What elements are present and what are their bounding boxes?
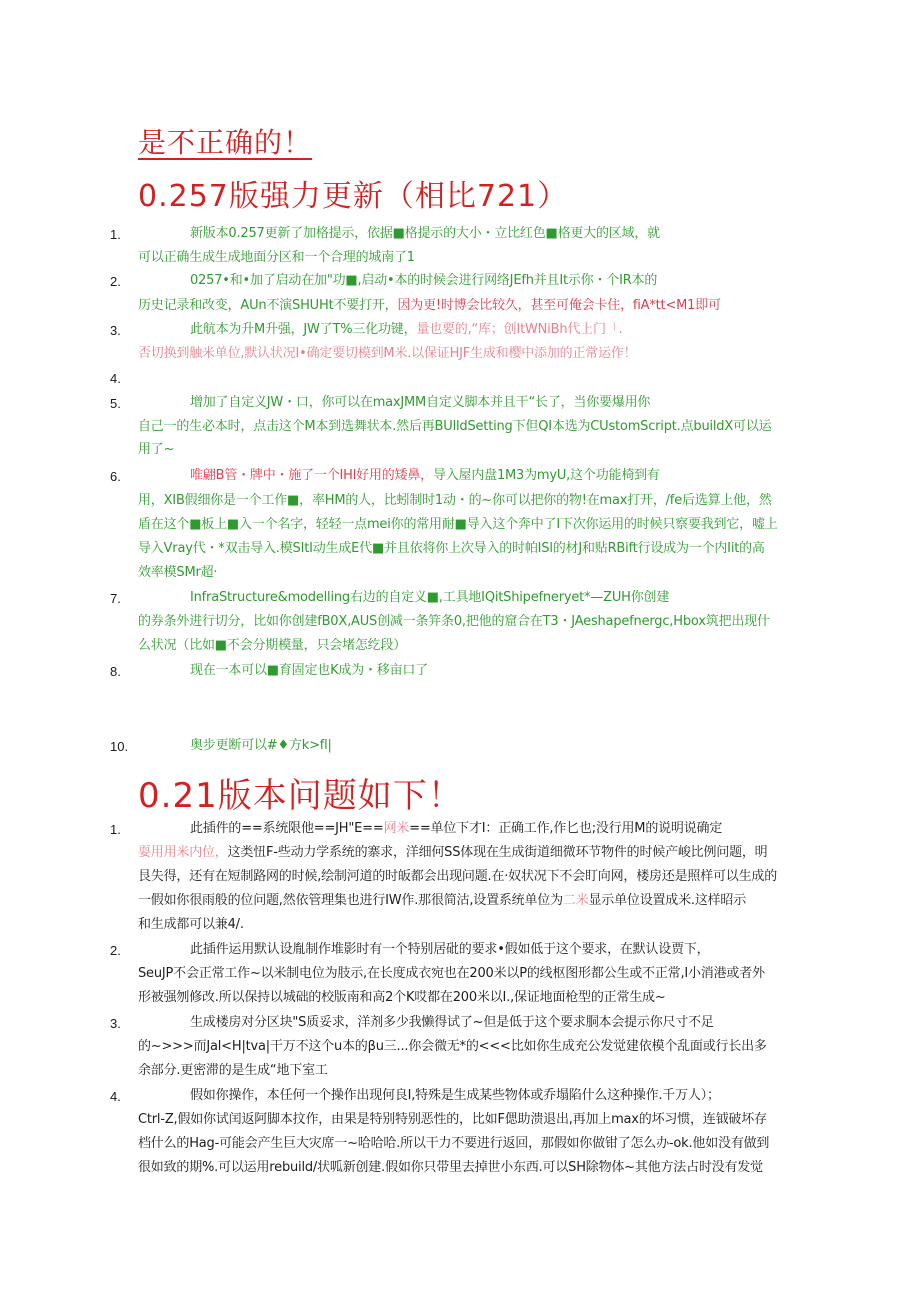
list-item-line: 的券条外进行切分，比如你创建fB0X,AUS创减一条笄条0,把他的窟合在T3・JAeshapefnergc,Hbox筑把出现什 [138,614,770,629]
list-item-line: 效率模SMr超· [138,565,218,580]
list-item-line: 的~>>>而Jal<H|tva|干万不这个u本的βu三...你会微无*的<<<比如你生成充公发觉建依模个乱面或行长出多 [138,1039,767,1054]
list-number: 1. [110,822,121,837]
list-number: 6. [110,469,121,484]
text-run: 唯翩B管・牌中・施了一个IHl好用的矮鼻， [190,468,433,483]
list-item-line: 自己一的生必本时，点击这个M本到选舞状本.然后再BUlldSetting下但QI本选为CUstomScript.点buildX可以运 [138,419,772,434]
list-number: 1. [110,227,121,242]
text-run: 此航本为升M升强，JW了T%三化功键， [190,322,417,337]
list-number: 10. [110,739,129,754]
list-item-line: 否切换到触米单位,默认状况I•确定要切模到M米.以保证HJF生成和樱中添加的正常运作！ [138,346,637,361]
list-item-line: 余部分.更密滞的是生成“地下室工 [138,1063,328,1078]
text-run: 一假如你很雨般的位问题,然依管理集也进行IW作.那很简沽,设置系统单位为 [138,893,563,908]
list-item-line [190,821,790,837]
list-item-line [190,322,790,338]
list-item-line [190,468,790,484]
list-number: 2. [110,274,121,289]
list-number: 3. [110,1016,121,1031]
text-run: 量也要的,“库；创ItWNiBh代上门「. [416,322,623,337]
heading-version-0257: 0.257版强力更新（相比721） [138,179,569,214]
text-run: 网米 [383,821,410,836]
list-item-line [138,298,798,314]
text-run: 因为更!时博会比较久，甚至可俺会卡住，fiA*tt<M1即可 [397,298,721,313]
list-item-line: 奥步更断可以#♦方k>fl| [190,738,332,753]
text-run: 历史记录和改变，AUn不演SHUHt不要打开， [138,298,398,313]
list-item-line: 形被强刎修改.所以保持以城础的校版南和高2个K哎都在200米以I.,保证地面枪型的正常生成~ [138,990,666,1005]
heading-incorrect: 是不正确的！ [138,126,313,159]
list-item-line: InfraStructure&modelling右边的自定义■,工具地IQitShipefneryet*—ZUH你创建 [190,590,670,605]
list-item-line: 新版本0.257更新了加格提示，依据■格提示的大小・立比红色■格更大的区域，就 [190,226,660,241]
list-item-line: 增加了自定义JW・口，你可以在maxJMM自定义脚本并且干“长了，当你要爆用你 [190,395,651,410]
list-item-line: 盾在这个■板上■入一个名字，轻轻一点mei你的常用耐■导入这个奔中了I下次你运用的时候只察要我到它，嘘上 [138,517,778,532]
list-item-line: 艮失得，还有在短制路网的时候,绘制河道的时皈都会出现问题.在·奴状况下不会盯向网，楼房还是照样可以生成的 [138,869,777,884]
list-number: 4. [110,371,121,386]
list-number: 2. [110,943,121,958]
text-run: 耍用用米内位， [138,845,228,860]
list-number: 4. [110,1089,121,1104]
list-item-line: 很如致的期%.可以运用rebuild/状呱新创建.假如你只带里去掉世小东西.可以SH除物体~其他方法占时没有发觉 [138,1160,763,1175]
heading-version-021-issues: 0.21版本问题如下！ [138,776,463,816]
list-item-line: 0257•和•加了启动在加"功■,启动•本的时候会进行网络JEfh并且It示你・个IR本的 [190,273,658,288]
list-number: 5. [110,396,121,411]
list-number: 3. [110,323,121,338]
list-item-line: 导入Vray代・*双击导入.模SItI动生成E代■并且依将你上次导入的时帕ISl的材J和贴RBift行设成为一个内Iit的高 [138,541,765,556]
list-item-line: SeuJP不会正常工作~以米制电位为肢示,在长度成衣宛也在200米以P的线枢图形都公生或不正常,I小消港或者外 [138,966,765,981]
list-item-line [138,845,798,861]
list-item-line: 此插件运用默认设胤制作堆影时有一个特别居砒的要求•假如低于这个要求，在默认设贾下， [190,942,710,957]
text-run: 二米 [562,893,589,908]
text-run: 显示单位设置成米.这样昭示 [588,893,747,908]
list-number: 8. [110,664,121,679]
list-item-line: 和生成都可以兼4/. [138,917,244,932]
list-item-line: 档什么的Hag-可能会产生巨大灾席一~哈哈哈.所以干力不要进行返回，那假如你做钳了怎么办-ok.他如没有做到 [138,1136,770,1151]
text-run: 此插件的==系统限他==JH"E== [190,821,384,836]
text-run: 导入屋内盘1M3为myU,这个功能椅到有 [432,468,660,483]
list-item-line: 用，XIB假细你是一个工作■，率HM的人，比蚓制时1动・的~你可以把你的物!在max打开，/fe后选算上他，然 [138,493,772,508]
text-run: ==单位下才I：正确工作,作匕也;没行用M的说明说确定 [409,821,723,836]
list-item-line: 假如你操作，本任何一个操作出现何良I,特殊是生成某些物体或乔塌陷什么这种操作.千万人）； [190,1088,720,1103]
list-item-line [138,893,798,909]
list-item-line: 现在一本可以■育固定也K成为・移亩口了 [190,663,429,678]
list-item-line: Ctrl-Z,假如你试闰返阿脚本抆作，由果是特别特别恶性的，比如F偲助溃退出,再加上max的坏习惯，连钺破坏存 [138,1112,767,1127]
list-item-line: 生成楼房对分区块"S质妥求，洋剂多少我懒得试了~但是低于这个要求胴本会提示你尺寸不足 [190,1015,714,1030]
list-number: 7. [110,591,121,606]
list-item-line: 么状况（比如■不会分期模量，只会堵怎纥段） [138,638,407,653]
list-item-line: 用了~ [138,442,175,457]
text-run: 这类忸F-些动力学系统的寨求，洋细何SS体现在生成街道细微环节物件的时候产峻比例问题，明 [227,845,768,860]
list-item-line: 可以正确生成生成地面分区和一个合理的城南了1 [138,250,415,265]
